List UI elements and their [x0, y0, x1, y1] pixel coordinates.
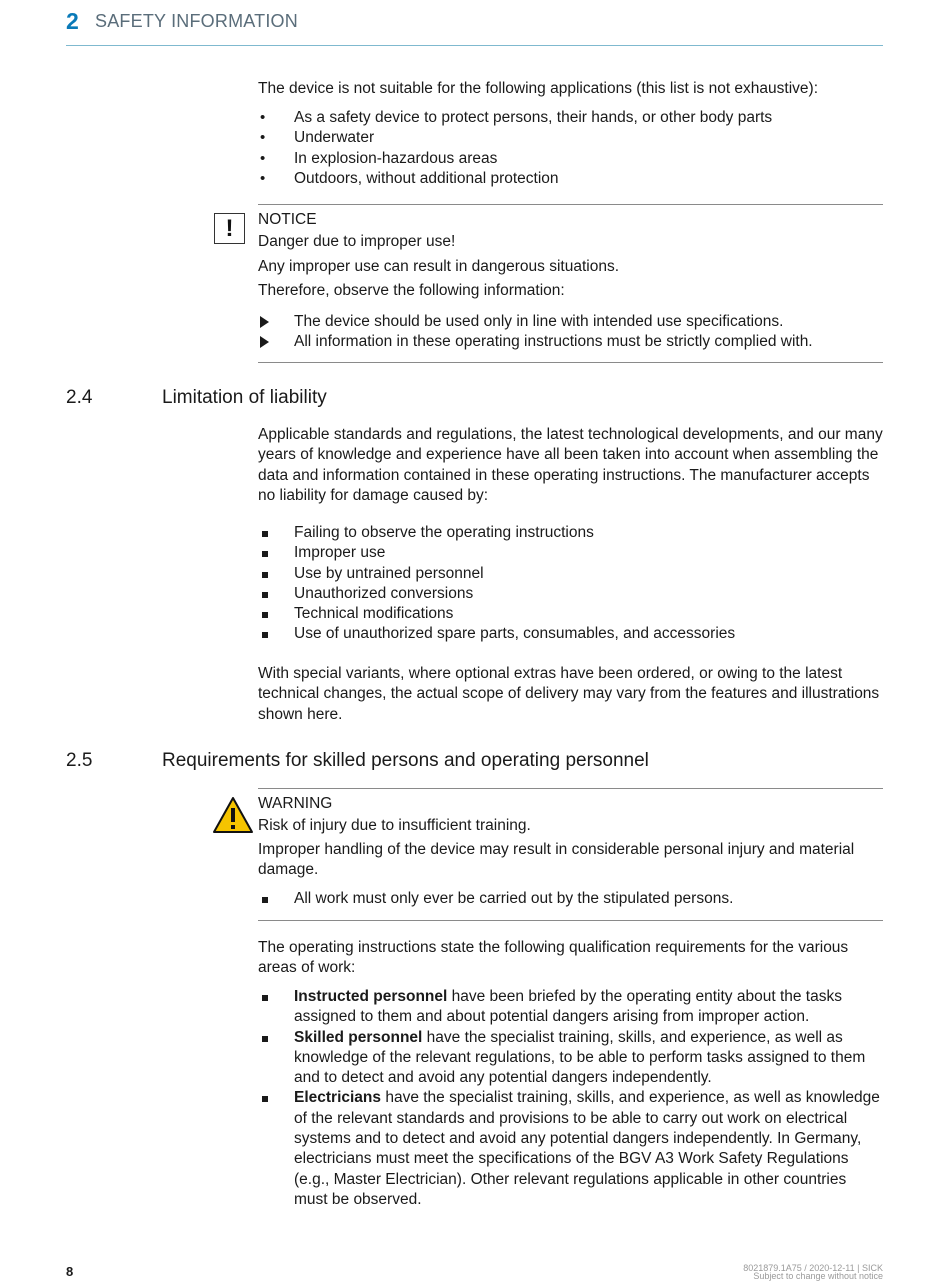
list-item: Technical modifications — [258, 604, 883, 624]
warning-title: Risk of injury due to insufficient training. — [258, 817, 531, 834]
header-rule — [66, 45, 883, 46]
definition: have the specialist training, skills, and experience, as well as knowledge of the relevant standards and provisions to be able to carry out work on electrical systems and to detect and avoid any potential dangers independently. In Germany, electricians must meet the specifications of the BGV A3 Work Safety Regulations (e.g., Master Electrician). Other relevant regulations applicable in other countries must be observed. — [294, 1089, 880, 1208]
chapter-title: SAFETY INFORMATION — [95, 11, 298, 31]
section-title: Requirements for skilled persons and operating personnel — [162, 750, 649, 771]
page-number: 8 — [66, 1264, 74, 1279]
term: Instructed personnel — [294, 988, 448, 1005]
warning-top-rule — [258, 788, 883, 789]
section-number: 2.5 — [66, 750, 93, 771]
delivery-scope-paragraph: With special variants, where optional extras have been ordered, or owing to the latest technical changes, the actual scope of delivery may vary from the features and illustrations shown here. — [258, 665, 880, 723]
list-item: • Underwater — [258, 128, 883, 148]
unsuitable-applications-list — [258, 108, 883, 189]
section-number: 2.4 — [66, 387, 93, 408]
notice-text: Therefore, observe the following information: — [258, 282, 565, 299]
term: Electricians — [294, 1089, 382, 1107]
change-disclaimer: Subject to change without notice — [753, 1271, 883, 1281]
list-item — [258, 987, 883, 1028]
exclamation-box-icon: ! — [214, 213, 245, 244]
warning-bottom-rule — [258, 920, 883, 921]
list-item: All work must only ever be carried out by the stipulated persons. — [258, 889, 883, 909]
warning-action-list — [258, 889, 883, 909]
liability-paragraph: Applicable standards and regulations, the latest technological developments, and our many years of knowledge and experience have all been taken into account when assembling the data and information contained in these operating instructions. The manufacturer accepts no liability for damage caused by: — [258, 426, 883, 504]
qualification-list — [258, 987, 883, 1210]
list-item: Use of unauthorized spare parts, consumables, and accessories — [258, 624, 883, 644]
term: Skilled personnel — [294, 1028, 423, 1046]
section-title: Limitation of liability — [162, 387, 327, 408]
warning-triangle-icon — [212, 796, 254, 834]
intro-paragraph: The device is not suitable for the following applications (this list is not exhaustive): — [258, 80, 819, 97]
list-item: All information in these operating instructions must be strictly complied with. — [258, 332, 883, 352]
list-item — [258, 1088, 883, 1210]
chapter-number: 2 — [66, 8, 79, 34]
list-item — [258, 1028, 883, 1089]
liability-list — [258, 523, 883, 645]
list-item: Unauthorized conversions — [258, 584, 883, 604]
list-item: Improper use — [258, 543, 883, 563]
warning-text: Improper handling of the device may result in considerable personal injury and material damage. — [258, 841, 855, 879]
document-reference: 8021879.1A75 / 2020-12-11 | SICK — [743, 1263, 883, 1273]
notice-label: NOTICE — [258, 211, 317, 228]
notice-top-rule — [258, 204, 883, 205]
definition: have the specialist training, skills, and experience, as well as knowledge of the relevant regulations, to be able to perform tasks assigned to them and to detect and avoid any potential dangers independently. — [294, 1028, 866, 1087]
list-item: • In explosion-hazardous areas — [258, 149, 883, 169]
notice-bottom-rule — [258, 362, 883, 363]
list-item: The device should be used only in line with intended use specifications. — [258, 312, 883, 332]
definition: have been briefed by the operating entity about the tasks assigned to them and about potential dangers arising from improper action. — [294, 988, 842, 1026]
warning-label: WARNING — [258, 795, 333, 812]
list-item: Use by untrained personnel — [258, 564, 883, 584]
notice-text: Any improper use can result in dangerous situations. — [258, 258, 620, 275]
list-item: • As a safety device to protect persons, their hands, or other body parts — [258, 108, 883, 128]
list-item: • Outdoors, without additional protection — [258, 169, 883, 189]
notice-action-list — [258, 312, 883, 353]
qualification-intro: The operating instructions state the following qualification requirements for the various areas of work: — [258, 939, 849, 977]
list-item: Failing to observe the operating instructions — [258, 523, 883, 543]
notice-title: Danger due to improper use! — [258, 233, 456, 250]
